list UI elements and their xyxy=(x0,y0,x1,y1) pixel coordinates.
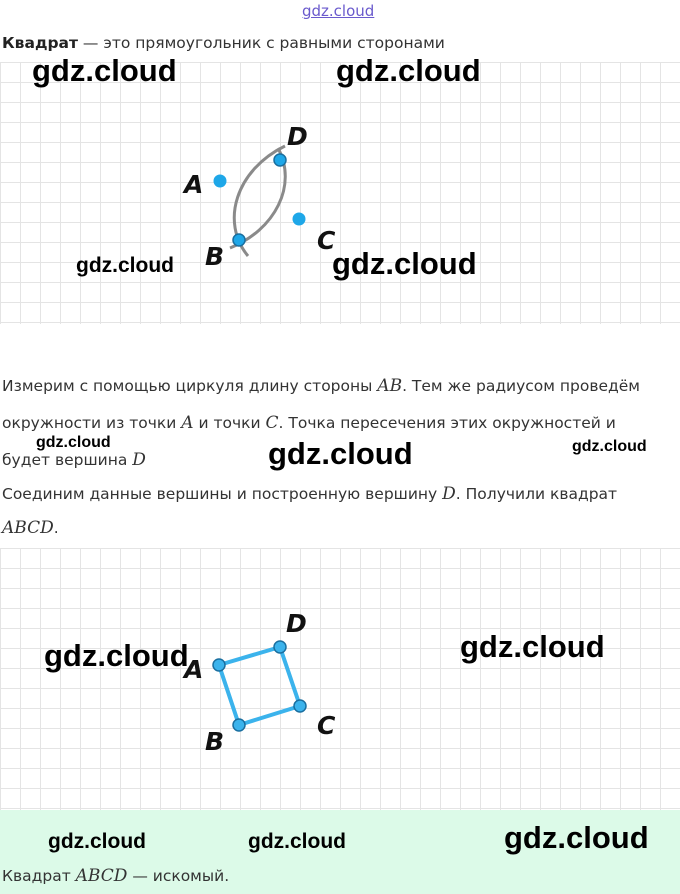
watermark: gdz.cloud xyxy=(504,820,649,855)
label-b: B xyxy=(205,727,225,756)
label-c: C xyxy=(317,226,336,255)
watermark: gdz.cloud xyxy=(76,254,174,277)
label-b: B xyxy=(205,242,225,271)
conclusion-text: Квадрат ABCD — искомый. xyxy=(2,866,230,886)
watermark: gdz.cloud xyxy=(572,438,647,455)
point-d xyxy=(274,154,286,166)
label-d: D xyxy=(286,609,307,638)
label-d: D xyxy=(287,122,308,151)
definition-term: Квадрат xyxy=(2,34,78,52)
watermark: gdz.cloud xyxy=(36,434,111,451)
figure-2-drawing xyxy=(0,548,680,810)
watermark: gdz.cloud xyxy=(248,830,346,853)
paragraph-2-line-1: Соединим данные вершины и построенную вершину D. Получили квадрат xyxy=(2,484,618,504)
paragraph-2-line-2: ABCD. xyxy=(2,518,59,538)
definition-text: — это прямоугольник с равными сторонами xyxy=(78,34,445,52)
figure-1-drawing xyxy=(0,62,680,324)
watermark: gdz.cloud xyxy=(48,830,146,853)
label-a: A xyxy=(184,170,204,199)
vertex-c xyxy=(294,700,306,712)
watermark: gdz.cloud xyxy=(268,436,413,471)
vertex-d xyxy=(274,641,286,653)
watermark: gdz.cloud xyxy=(336,53,481,88)
watermark: gdz.cloud xyxy=(44,638,189,673)
point-a xyxy=(214,175,227,188)
header-link[interactable]: gdz.cloud xyxy=(302,2,375,20)
paragraph-1-line-1: Измерим с помощью циркуля длину стороны AB. Тем же радиусом проведём xyxy=(2,376,640,396)
label-a: A xyxy=(184,655,204,684)
square-abcd xyxy=(219,647,300,725)
point-b xyxy=(233,234,245,246)
vertex-a xyxy=(213,659,225,671)
label-c: C xyxy=(317,711,336,740)
watermark: gdz.cloud xyxy=(460,629,605,664)
point-c xyxy=(293,213,306,226)
paragraph-1-line-3: будет вершина D xyxy=(2,450,146,470)
watermark: gdz.cloud xyxy=(32,53,177,88)
vertex-b xyxy=(233,719,245,731)
watermark: gdz.cloud xyxy=(332,246,477,281)
paragraph-1-line-2: окружности из точки A и точки C. Точка пересечения этих окружностей и xyxy=(2,413,616,433)
definition xyxy=(2,34,445,52)
